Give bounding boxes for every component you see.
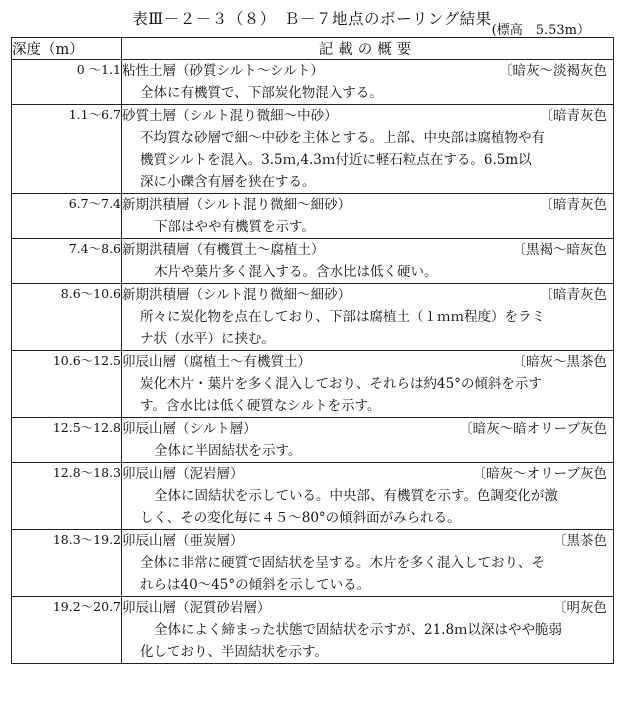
- depth-cell: 19.2～20.7: [12, 597, 122, 664]
- description-line: 全体に非常に硬質で固結状を呈する。木片を多く混入しており、そ: [140, 555, 545, 571]
- description-line: 機質シルトを混入。3.5ｍ,4.3ｍ付近に軽石粒点在する。6.5m以: [140, 152, 532, 168]
- layer-name: 新期洪積層（有機質土～腐植土）: [122, 242, 325, 258]
- layer-color: 〔暗青灰色: [539, 197, 607, 213]
- description-cell: [122, 194, 614, 239]
- description-cell: [122, 463, 614, 530]
- description-cell: [122, 597, 614, 664]
- description-line: 全体によく締まった状態で固結状を示すが、21.8ｍ以深はやや脆弱: [154, 622, 563, 638]
- layer-heading: [122, 351, 613, 373]
- layer-name: 卯辰山層（亜炭層）: [122, 533, 244, 549]
- elevation-label: (標高 5.53m）: [491, 23, 590, 38]
- description-line: 下部はやや有機質を示す。: [154, 219, 315, 235]
- description-cell: [122, 60, 614, 105]
- table-row: [12, 105, 614, 194]
- layer-color: 〔暗灰～オリーブ灰色: [472, 466, 607, 482]
- layer-heading: [122, 105, 613, 127]
- layer-heading: [122, 463, 613, 485]
- table-row: [12, 194, 614, 239]
- layer-color: 〔黒褐～暗灰色: [512, 242, 607, 258]
- layer-color: 〔明灰色: [553, 600, 607, 616]
- description-line: れらは40～45°の傾斜を示している。: [140, 577, 371, 593]
- layer-heading: [122, 194, 613, 216]
- description-line: 化しており、半固結状を示す。: [140, 644, 328, 660]
- description-line: 炭化木片・葉片を多く混入しており、それらは約45°の傾斜を示す: [140, 376, 542, 392]
- depth-cell: 12.8～18.3: [12, 463, 122, 530]
- depth-cell: 8.6～10.6: [12, 284, 122, 351]
- description-line: 全体に有機質で、下部炭化物混入する。: [140, 85, 383, 101]
- description-line: 全体に固結状を示している。中央部、有機質を示す。色調変化が激: [154, 488, 558, 504]
- table-row: [12, 463, 614, 530]
- depth-cell: 7.4～8.6: [12, 239, 122, 284]
- layer-color: 〔暗灰～淡褐灰色: [499, 63, 607, 79]
- description-column-header: 記載の概要: [122, 38, 614, 60]
- description-cell: [122, 351, 614, 418]
- depth-cell: 6.7～7.4: [12, 194, 122, 239]
- table-row: [12, 284, 614, 351]
- layer-name: 卯辰山層（泥質砂岩層）: [122, 600, 271, 616]
- description-cell: [122, 284, 614, 351]
- layer-heading: [122, 284, 613, 306]
- layer-heading: [122, 60, 613, 82]
- layer-color: 〔暗灰～暗オリーブ灰色: [459, 421, 607, 437]
- description-cell: [122, 239, 614, 284]
- description-line: 不均質な砂層で細～中砂を主体とする。上部、中央部は腐植物や有: [140, 130, 545, 146]
- description-line: 深に小礫含有層を狭在する。: [140, 174, 316, 190]
- layer-name: 卯辰山層（シルト層）: [122, 421, 257, 437]
- depth-cell: 0 ～1.1: [12, 60, 122, 105]
- table-row: [12, 351, 614, 418]
- depth-cell: 12.5～12.8: [12, 418, 122, 463]
- layer-color: 〔暗灰～黒茶色: [512, 354, 607, 370]
- table-row: [12, 530, 614, 597]
- description-line: 所々に炭化物を点在しており、下部は腐植土（１ｍｍ程度）をラミ: [140, 309, 545, 325]
- boring-log-table: [11, 37, 614, 664]
- header-row: [12, 38, 614, 60]
- description-line: 全体に半固結状を示す。: [154, 443, 302, 459]
- layer-color: 〔黒茶色: [553, 533, 607, 549]
- layer-name: 粘性土層（砂質シルト～シルト）: [122, 63, 324, 79]
- layer-heading: [122, 239, 613, 261]
- layer-heading: [122, 597, 613, 619]
- table-row: [12, 418, 614, 463]
- description-line: 木片や葉片多く混入する。含水比は低く硬い。: [154, 264, 438, 280]
- table-row: [12, 597, 614, 664]
- description-line: す。含水比は低く硬質なシルトを示す。: [140, 398, 381, 414]
- description-cell: [122, 530, 614, 597]
- layer-color: 〔暗青灰色: [539, 108, 607, 124]
- table-row: [12, 239, 614, 284]
- depth-column-header: 深度（m）: [12, 38, 122, 60]
- depth-cell: 10.6～12.5: [12, 351, 122, 418]
- layer-heading: [122, 418, 613, 440]
- layer-name: 卯辰山層（腐植土～有機質土）: [122, 354, 311, 370]
- description-line: しく、その変化毎に４５～80°の傾斜面がみられる。: [140, 510, 461, 526]
- depth-cell: 1.1～6.7: [12, 105, 122, 194]
- description-line: ナ状（水平）に挟む。: [140, 331, 275, 347]
- layer-heading: [122, 530, 613, 552]
- depth-cell: 18.3～19.2: [12, 530, 122, 597]
- layer-name: 新期洪積層（シルト混り微細～細砂）: [122, 287, 352, 303]
- description-cell: [122, 105, 614, 194]
- layer-name: 卯辰山層（泥岩層）: [122, 466, 244, 482]
- layer-name: 新期洪積層（シルト混り微細～細砂）: [122, 197, 352, 213]
- table-row: [12, 60, 614, 105]
- description-cell: [122, 418, 614, 463]
- layer-color: 〔暗青灰色: [539, 287, 607, 303]
- table-title: 表Ⅲ－２－３（８） Ｂ－７地点のボーリング結果: [132, 10, 492, 28]
- layer-name: 砂質土層（シルト混り微細～中砂）: [122, 108, 338, 124]
